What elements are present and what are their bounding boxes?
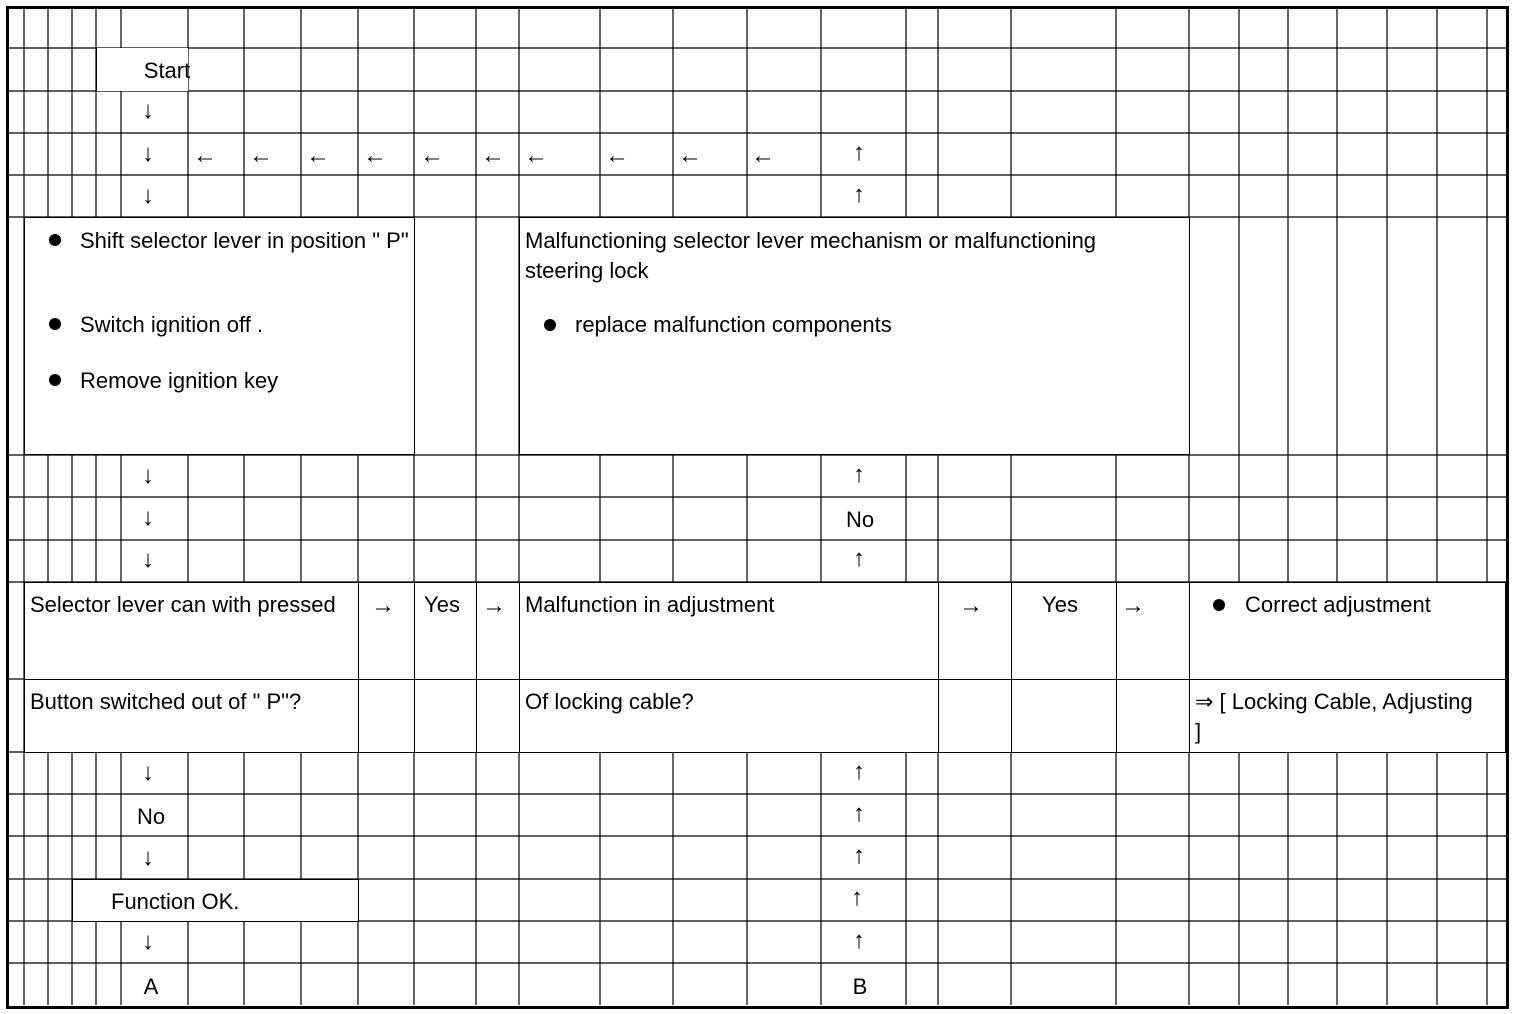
question1-line2: Button switched out of " P"? — [30, 689, 302, 714]
question2-line2: Of locking cable? — [525, 689, 694, 714]
arrow-up-icon: ↑ — [851, 884, 863, 911]
arrow-left-icon: ← — [420, 142, 444, 169]
arrow-down-icon: ↓ — [142, 140, 154, 167]
step1-item: Shift selector lever in position " P" — [80, 228, 409, 253]
malfunction-mechanism-text: Malfunctioning selector lever mechanism or malfunctioning steering lock — [525, 228, 1097, 283]
start-label: Start — [143, 58, 191, 83]
arrow-up-icon: ↑ — [853, 927, 865, 954]
arrow-right-icon: → — [959, 592, 983, 619]
arrow-left-icon: ← — [481, 142, 505, 169]
question1-line1: Selector lever can with pressed — [30, 592, 336, 617]
malfunction-mechanism-action: replace malfunction components — [575, 312, 892, 337]
arrow-left-icon: ← — [678, 142, 702, 169]
arrow-down-icon: ↓ — [142, 928, 154, 955]
arrow-up-icon: ↑ — [853, 545, 865, 572]
no-label-lower: No — [136, 804, 166, 829]
arrow-down-icon: ↓ — [142, 504, 154, 531]
arrow-left-icon: ← — [524, 142, 548, 169]
divider — [1116, 582, 1117, 753]
bullet-icon — [1213, 599, 1225, 611]
function-ok-label: Function OK. — [111, 889, 240, 914]
bullet-icon — [49, 374, 61, 386]
arrow-down-icon: ↓ — [142, 462, 154, 489]
correct-adjustment-action: Correct adjustment — [1245, 592, 1431, 617]
arrow-down-icon: ↓ — [142, 546, 154, 573]
bullet-icon — [544, 319, 556, 331]
no-label-upper: No — [845, 507, 875, 532]
arrow-up-icon: ↑ — [853, 800, 865, 827]
arrow-left-icon: ← — [193, 142, 217, 169]
arrow-up-icon: ↑ — [853, 139, 865, 166]
divider — [414, 582, 415, 753]
step1-item: Switch ignition off . — [80, 312, 264, 337]
arrow-up-icon: ↑ — [853, 842, 865, 869]
arrow-left-icon: ← — [605, 142, 629, 169]
arrow-right-icon: → — [371, 592, 395, 619]
arrow-down-icon: ↓ — [142, 182, 154, 209]
arrow-up-icon: ↑ — [853, 461, 865, 488]
question2-line1: Malfunction in adjustment — [525, 592, 775, 617]
arrow-down-icon: ↓ — [142, 759, 154, 786]
arrow-up-icon: ↑ — [853, 758, 865, 785]
locking-cable-reference-link[interactable]: ⇒ [ Locking Cable, Adjusting ] — [1195, 689, 1473, 744]
connector-b[interactable]: B — [852, 974, 868, 999]
bullet-icon — [49, 318, 61, 330]
divider — [476, 582, 477, 753]
divider — [24, 679, 1506, 680]
arrow-left-icon: ← — [363, 142, 387, 169]
connector-a[interactable]: A — [143, 974, 159, 999]
yes-label-1: Yes — [424, 592, 460, 617]
arrow-left-icon: ← — [751, 142, 775, 169]
arrow-down-icon: ↓ — [142, 844, 154, 871]
divider — [1011, 582, 1012, 753]
arrow-left-icon: ← — [249, 142, 273, 169]
arrow-down-icon: ↓ — [142, 97, 154, 124]
arrow-up-icon: ↑ — [853, 181, 865, 208]
arrow-right-icon: → — [482, 592, 506, 619]
step1-item: Remove ignition key — [80, 368, 279, 393]
yes-label-2: Yes — [1042, 592, 1078, 617]
bullet-icon — [49, 234, 61, 246]
divider — [358, 582, 359, 753]
arrow-left-icon: ← — [306, 142, 330, 169]
arrow-right-icon: → — [1121, 592, 1145, 619]
